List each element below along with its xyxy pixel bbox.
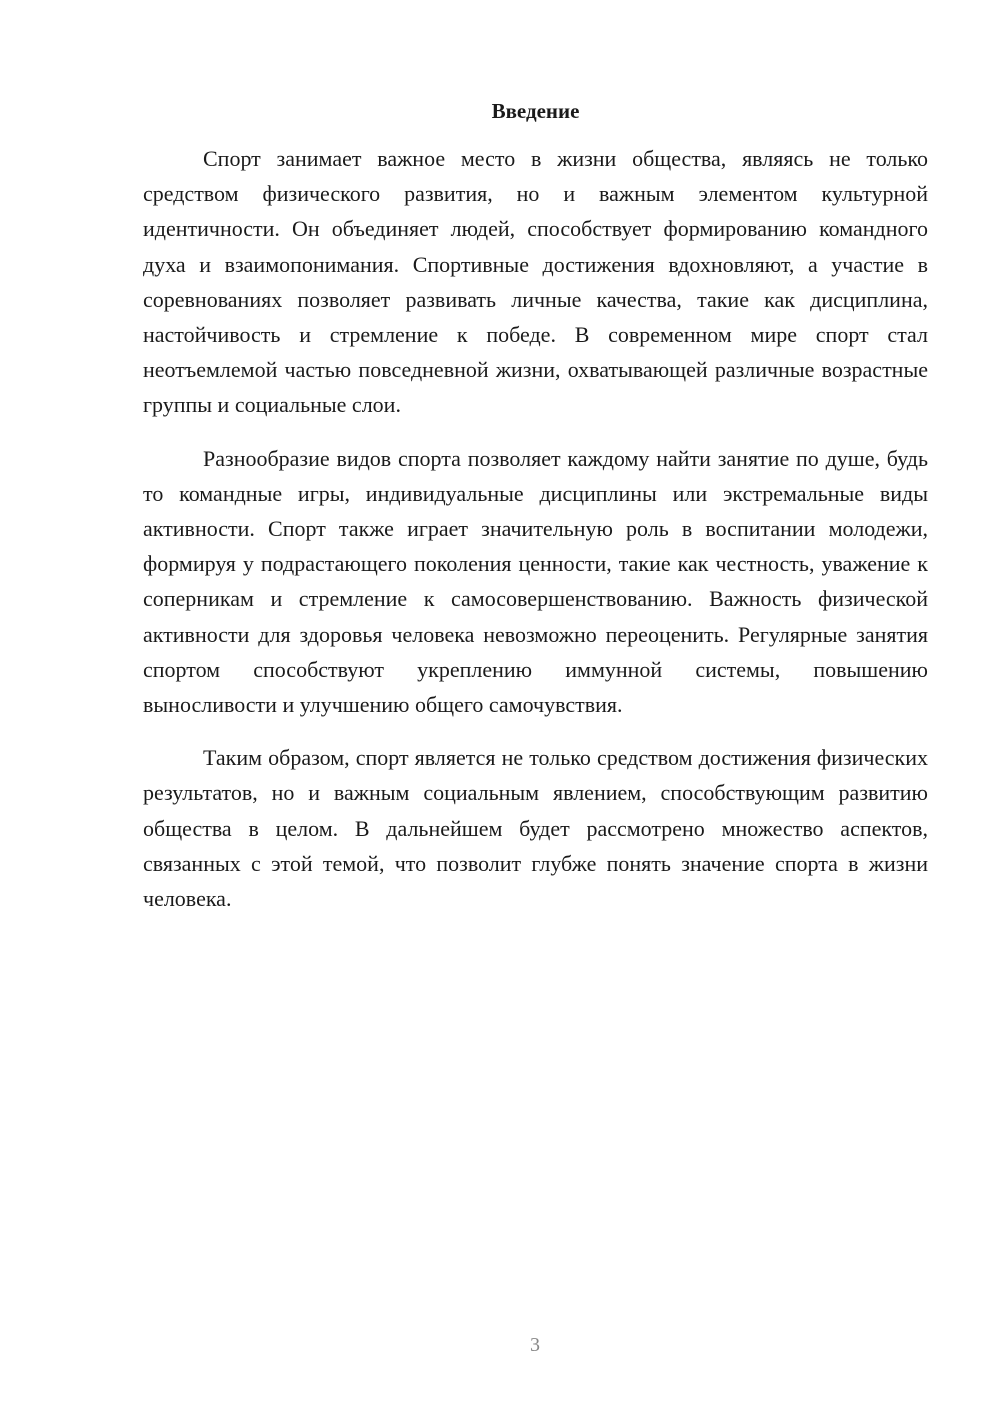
paragraph-2: Разнообразие видов спорта позволяет каждому найти занятие по душе, будь то командные игры, индивидуальные дисциплины или экстремальные виды активности. Спорт также играет значительную роль в воспитании молодежи, формируя у подрастающего поколения ценности, такие как честность, уважение к соперникам и стремление к самосовершенствованию. Важность физической активности для здоровья человека невозможно переоценить. Регулярные занятия спортом способствуют укреплению иммунной системы, повышению выносливости и улучшению общего самочувствия. (143, 445, 928, 718)
paragraph-1: Спорт занимает важное место в жизни общества, являясь не только средством физического развития, но и важным элементом культурной идентичности. Он объединяет людей, способствует формированию командного духа и взаимопонимания. Спортивные достижения вдохновляют, а участие в соревнованиях позволяет развивать личные качества, такие как дисциплина, настойчивость и стремление к победе. В современном мире спорт стал неотъемлемой частью повседневной жизни, охватывающей различные возрастные группы и социальные слои. (143, 146, 928, 418)
page-number: 3 (530, 1334, 540, 1356)
body-text (143, 141, 928, 934)
section-heading: Введение (491, 99, 580, 123)
paragraph-3: Таким образом, спорт является не только средством достижения физических результатов, но и важным социальным явлением, способствующим развитию общества в целом. В дальнейшем будет рассмотрено множество аспектов, связанных с этой темой, что позволит глубже понять значение спорта в жизни человека. (143, 745, 928, 912)
